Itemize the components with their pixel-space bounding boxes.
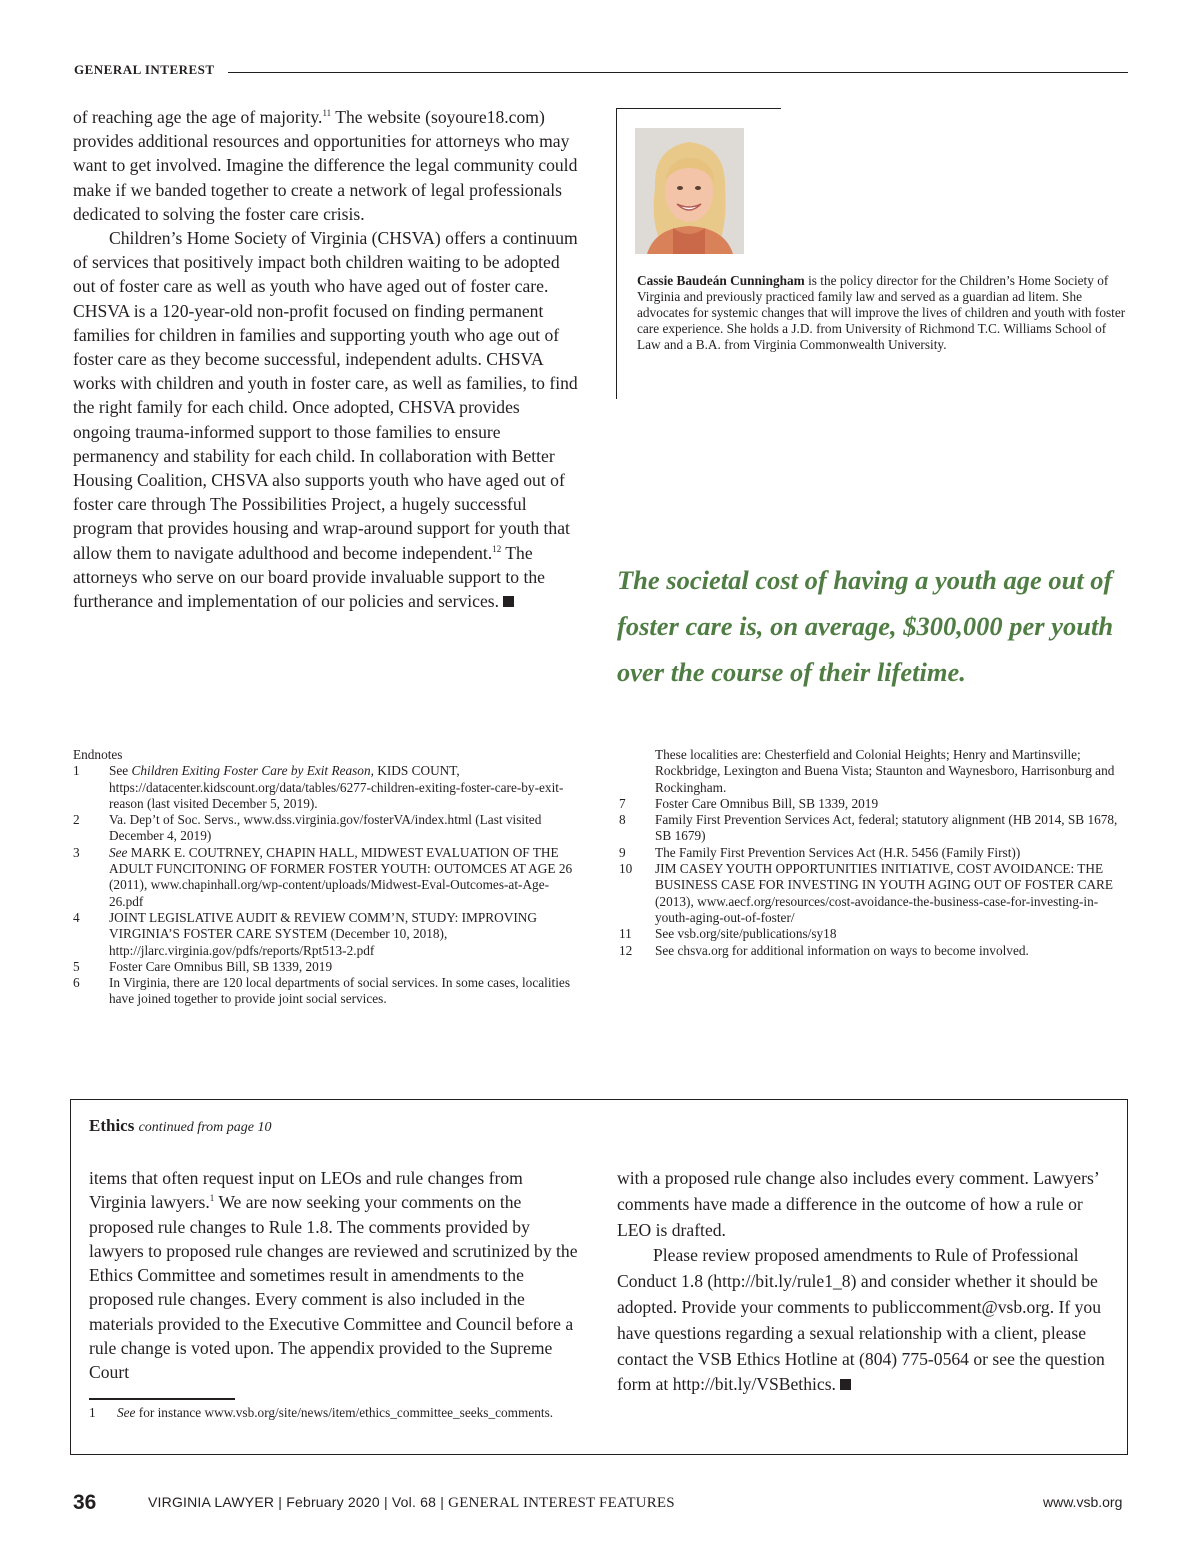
footer-section: GENERAL INTEREST FEATURES xyxy=(448,1495,675,1511)
endnote-1: 1 See Children Exiting Foster Care by Exit Reason, KIDS COUNT, https://datacenter.kidscount.org/data/tables/6277-children-exiting-foster-care-by-exit-reason (last visited December 5, 2019). xyxy=(73,763,564,811)
endnote-7: 7 Foster Care Omnibus Bill, SB 1339, 2019 xyxy=(619,795,879,811)
ethics-footnote: 1 See for instance www.vsb.org/site/news/item/ethics_committee_seeks_comments. xyxy=(89,1405,554,1420)
end-mark-icon xyxy=(840,1379,851,1390)
end-mark-icon xyxy=(503,596,514,607)
endnote-5: 5 Foster Care Omnibus Bill, SB 1339, 2019 xyxy=(73,958,333,974)
endnote-4: 4 JOINT LEGISLATIVE AUDIT & REVIEW COMM’N, STUDY: IMPROVING VIRGINIA’S FOSTER CARE SYSTEM (December 10, 2018), http://jlarc.virginia.gov/pdfs/reports/Rpt513-2.pdf xyxy=(73,909,537,958)
header-rule xyxy=(228,72,1128,73)
author-photo xyxy=(635,128,744,254)
footer-magazine: VIRGINIA LAWYER xyxy=(148,1494,275,1510)
ethics-left-column xyxy=(89,1166,583,1385)
footnote-ref-11[interactable]: 11 xyxy=(322,108,332,119)
section-label: GENERAL INTEREST xyxy=(74,62,215,77)
ethics-paragraph-2: with a proposed rule change also includes every comment. Lawyers’ comments have made a difference in the outcome of how a rule or LEO is drafted. xyxy=(617,1168,1099,1240)
endnote-9: 9 The Family First Prevention Services Act (H.R. 5456 (Family First)) xyxy=(619,844,1021,860)
page-number: 36 xyxy=(73,1491,97,1514)
author-name: Cassie Baudeán Cunningham xyxy=(637,273,805,288)
endnotes-heading: Endnotes xyxy=(73,747,123,762)
footer-publication: VIRGINIA LAWYER | February 2020 | Vol. 68 | GENERAL INTEREST FEATURES xyxy=(148,1494,675,1511)
article-paragraph-2: Children’s Home Society of Virginia (CHSVA) offers a continuum of services that positively impact both children waiting to be adopted out of foster care as well as youth who have aged out of foster care. CHSVA is a 120-year-old non-profit focused on finding permanent families for children in families and supporting youth who age out of foster care as they become successful, independent adults. CHSVA works with children and youth in foster care, as well as families, to find the right family for each child. Once adopted, CHSVA provides ongoing trauma-informed support to those families to ensure permanency and stability for each child. In collaboration with Better Housing Coalition, CHSVA also supports youth who have aged out of foster care through The Possibilities Project, a hugely successful program that provides housing and wrap-around support for youth that allow them to navigate adulthood and become independent.$^{12}$ The attorneys who serve on our board provide invaluable support to the furtherance and implementation of our policies and services. xyxy=(73,228,578,612)
endnote-10: 10 JIM CASEY YOUTH OPPORTUNITIES INITIATIVE, COST AVOIDANCE: THE BUSINESS CASE FOR INVESTING IN YOUTH AGING OUT OF FOSTER CARE (2013), www.aecf.org/resources/cost-avoidance-the-business-case-for-investing-in-youth-aging-out-of-foster/ xyxy=(619,861,1114,925)
endnote-11: 11 See vsb.org/site/publications/sy18 xyxy=(619,926,837,942)
endnote-6: 6 In Virginia, there are 120 local departments of social services. In some cases, localities have joined together to provide joint social services. xyxy=(73,975,570,1007)
footer-website-link[interactable]: www.vsb.org xyxy=(1043,1494,1123,1510)
footnote-ref-12[interactable]: 12 xyxy=(492,543,502,554)
ethics-paragraph-1: items that often request input on LEOs and rule changes from Virginia lawyers.$^1$ We are now seeking your comments on the proposed rule changes to Rule 1.8. The comments provided by lawyers to proposed rule changes are reviewed and scrutinized by the Ethics Committee and sometimes result in amendments to the proposed rule changes. Every comment is also included in the materials provided to the Executive Committee and Council before a rule change is voted upon. The appendix provided to the Supreme Court xyxy=(89,1168,578,1383)
footer-volume: Vol. 68 xyxy=(391,1494,437,1510)
endnotes-left xyxy=(73,747,581,1008)
article-body xyxy=(73,105,580,613)
endnote-3: 3 See MARK E. COUTRNEY, CHAPIN HALL, MIDWEST EVALUATION OF THE ADULT FUNCITONING OF FORMER FOSTER YOUTH: OUTOMCES AT AGE 26 (2011), www.chapinhall.org/wp-content/uploads/Midwest-Eval-Outcomes-at-Age-26.pdf xyxy=(73,844,573,909)
footnote-rule xyxy=(89,1398,235,1400)
author-bio: Cassie Baudeán Cunningham is the policy director for the Children’s Home Society of Virginia and previously practiced family law and served as a guardian ad litem. She advocates for systemic changes that will improve the lives of children and youth with foster care experience. She holds a J.D. from University of Richmond T.C. Williams School of Law and a B.A. from Virginia Commonwealth University. xyxy=(637,273,1126,353)
endnotes-right xyxy=(619,747,1127,959)
footer-date: February 2020 xyxy=(286,1494,380,1510)
ethics-paragraph-3: Please review proposed amendments to Rule of Professional Conduct 1.8 (http://bit.ly/rule1_8) and consider whether it should be adopted. Provide your comments to publiccomment@vsb.org. If you have questions regarding a sexual relationship with a client, please contact the VSB Ethics Hotline at (804) 775-0564 or see the question form at http://bit.ly/VSBethics. xyxy=(617,1245,1105,1395)
author-portrait-image xyxy=(635,128,744,254)
ethics-heading: Ethics continued from page 10 xyxy=(89,1116,272,1135)
endnote-6-continued: These localities are: Chesterfield and Colonial Heights; Henry and Martinsville; Rockbridge, Lexington and Buena Vista; Staunton and Waynesboro, Harrisonburg and Rockingham. xyxy=(655,747,1115,795)
ethics-right-column xyxy=(617,1166,1113,1398)
endnote-2: 2 Va. Dep’t of Soc. Servs., www.dss.virginia.gov/fosterVA/index.html (Last visited December 4, 2019) xyxy=(73,812,542,844)
pull-quote: The societal cost of having a youth age out of foster care is, on average, $300,000 per youth over the course of their lifetime. xyxy=(617,565,1114,687)
ethics-footnote-ref[interactable]: 1 xyxy=(209,1193,215,1204)
endnote-12: 12 See chsva.org for additional information on ways to become involved. xyxy=(619,942,1029,958)
endnote-8: 8 Family First Prevention Services Act, federal; statutory alignment (HB 2014, SB 1678, SB 1679) xyxy=(619,812,1118,844)
continued-from-link[interactable]: continued from page 10 xyxy=(138,1120,272,1135)
article-paragraph-1: of reaching age the age of majority.$^{11}$ The website (soyoure18.com) provides additional resources and opportunities for attorneys who may want to get involved. Imagine the difference the legal community could make if we banded together to create a network of legal professionals dedicated to solving the foster care crisis. xyxy=(73,107,578,224)
